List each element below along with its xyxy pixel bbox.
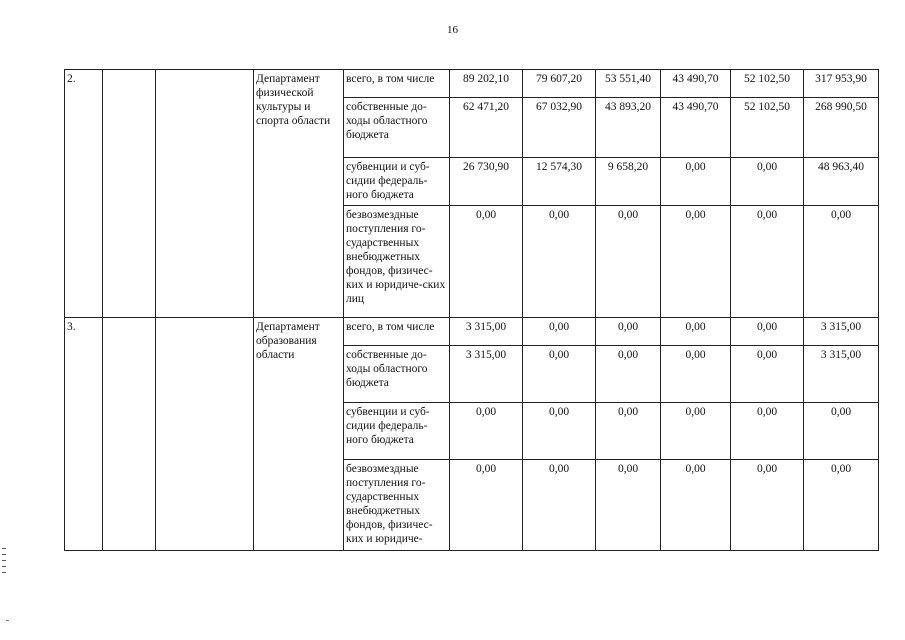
value-cell: 0,00 bbox=[596, 318, 661, 346]
margin-tick bbox=[2, 548, 6, 549]
department-name: Департамент физической культуры и спорта области bbox=[254, 70, 344, 318]
value-cell: 0,00 bbox=[523, 403, 596, 460]
value-cell: 0,00 bbox=[661, 318, 731, 346]
value-cell: 0,00 bbox=[596, 346, 661, 403]
value-cell: 0,00 bbox=[731, 460, 804, 551]
value-cell: 0,00 bbox=[661, 158, 731, 206]
value-cell: 3 315,00 bbox=[450, 318, 523, 346]
value-cell: 79 607,20 bbox=[523, 70, 596, 98]
value-cell: 0,00 bbox=[661, 403, 731, 460]
value-cell: 52 102,50 bbox=[731, 70, 804, 98]
value-cell-total: 3 315,00 bbox=[804, 346, 879, 403]
empty-cell bbox=[156, 70, 254, 318]
margin-tick bbox=[2, 560, 6, 561]
value-cell: 52 102,50 bbox=[731, 98, 804, 158]
value-cell-total: 48 963,40 bbox=[804, 158, 879, 206]
value-cell: 0,00 bbox=[523, 460, 596, 551]
value-cell-total: 317 953,90 bbox=[804, 70, 879, 98]
value-cell-total: 3 315,00 bbox=[804, 318, 879, 346]
scan-margin-marks bbox=[2, 548, 8, 590]
value-cell: 0,00 bbox=[523, 318, 596, 346]
table-row bbox=[65, 70, 879, 98]
value-cell-total: 268 990,50 bbox=[804, 98, 879, 158]
value-cell: 0,00 bbox=[596, 206, 661, 318]
value-cell: 26 730,90 bbox=[450, 158, 523, 206]
value-cell: 0,00 bbox=[596, 460, 661, 551]
value-cell-total: 0,00 bbox=[804, 206, 879, 318]
value-cell: 0,00 bbox=[661, 460, 731, 551]
funding-source: безвозмездные поступления го-сударственных внебюджетных фондов, физичес-ких и юридиче-ских лиц bbox=[344, 206, 450, 318]
value-cell: 0,00 bbox=[661, 206, 731, 318]
funding-source: собственные до-ходы областного бюджета bbox=[344, 346, 450, 403]
value-cell: 43 893,20 bbox=[596, 98, 661, 158]
value-cell: 62 471,20 bbox=[450, 98, 523, 158]
table-row bbox=[65, 318, 879, 346]
value-cell: 0,00 bbox=[450, 206, 523, 318]
funding-source: всего, в том числе bbox=[344, 70, 450, 98]
value-cell: 12 574,30 bbox=[523, 158, 596, 206]
scan-margin-dot bbox=[6, 620, 9, 621]
empty-cell bbox=[103, 70, 156, 318]
row-index: 3. bbox=[65, 318, 103, 551]
empty-cell bbox=[156, 318, 254, 551]
value-cell: 0,00 bbox=[523, 346, 596, 403]
value-cell: 53 551,40 bbox=[596, 70, 661, 98]
funding-source: субвенции и суб-сидии федераль-ного бюджета bbox=[344, 158, 450, 206]
budget-table bbox=[64, 69, 879, 551]
value-cell-total: 0,00 bbox=[804, 460, 879, 551]
value-cell: 0,00 bbox=[523, 206, 596, 318]
value-cell: 0,00 bbox=[731, 158, 804, 206]
margin-tick bbox=[2, 572, 6, 573]
value-cell-total: 0,00 bbox=[804, 403, 879, 460]
row-index: 2. bbox=[65, 70, 103, 318]
margin-tick bbox=[2, 554, 6, 555]
value-cell: 0,00 bbox=[596, 403, 661, 460]
page-number: 16 bbox=[447, 24, 458, 36]
value-cell: 0,00 bbox=[731, 346, 804, 403]
funding-source: всего, в том числе bbox=[344, 318, 450, 346]
empty-cell bbox=[103, 318, 156, 551]
value-cell: 9 658,20 bbox=[596, 158, 661, 206]
value-cell: 0,00 bbox=[450, 403, 523, 460]
value-cell: 43 490,70 bbox=[661, 98, 731, 158]
value-cell: 89 202,10 bbox=[450, 70, 523, 98]
value-cell: 0,00 bbox=[731, 206, 804, 318]
value-cell: 0,00 bbox=[450, 460, 523, 551]
value-cell: 0,00 bbox=[661, 346, 731, 403]
value-cell: 67 032,90 bbox=[523, 98, 596, 158]
margin-tick bbox=[2, 566, 6, 567]
value-cell: 43 490,70 bbox=[661, 70, 731, 98]
value-cell: 0,00 bbox=[731, 318, 804, 346]
funding-source: безвозмездные поступления го-сударственных внебюджетных фондов, физичес-ких и юридиче- bbox=[344, 460, 450, 551]
department-name: Департамент образования области bbox=[254, 318, 344, 551]
funding-source: субвенции и суб-сидии федераль-ного бюджета bbox=[344, 403, 450, 460]
value-cell: 0,00 bbox=[731, 403, 804, 460]
value-cell: 3 315,00 bbox=[450, 346, 523, 403]
funding-source: собственные до-ходы областного бюджета bbox=[344, 98, 450, 158]
